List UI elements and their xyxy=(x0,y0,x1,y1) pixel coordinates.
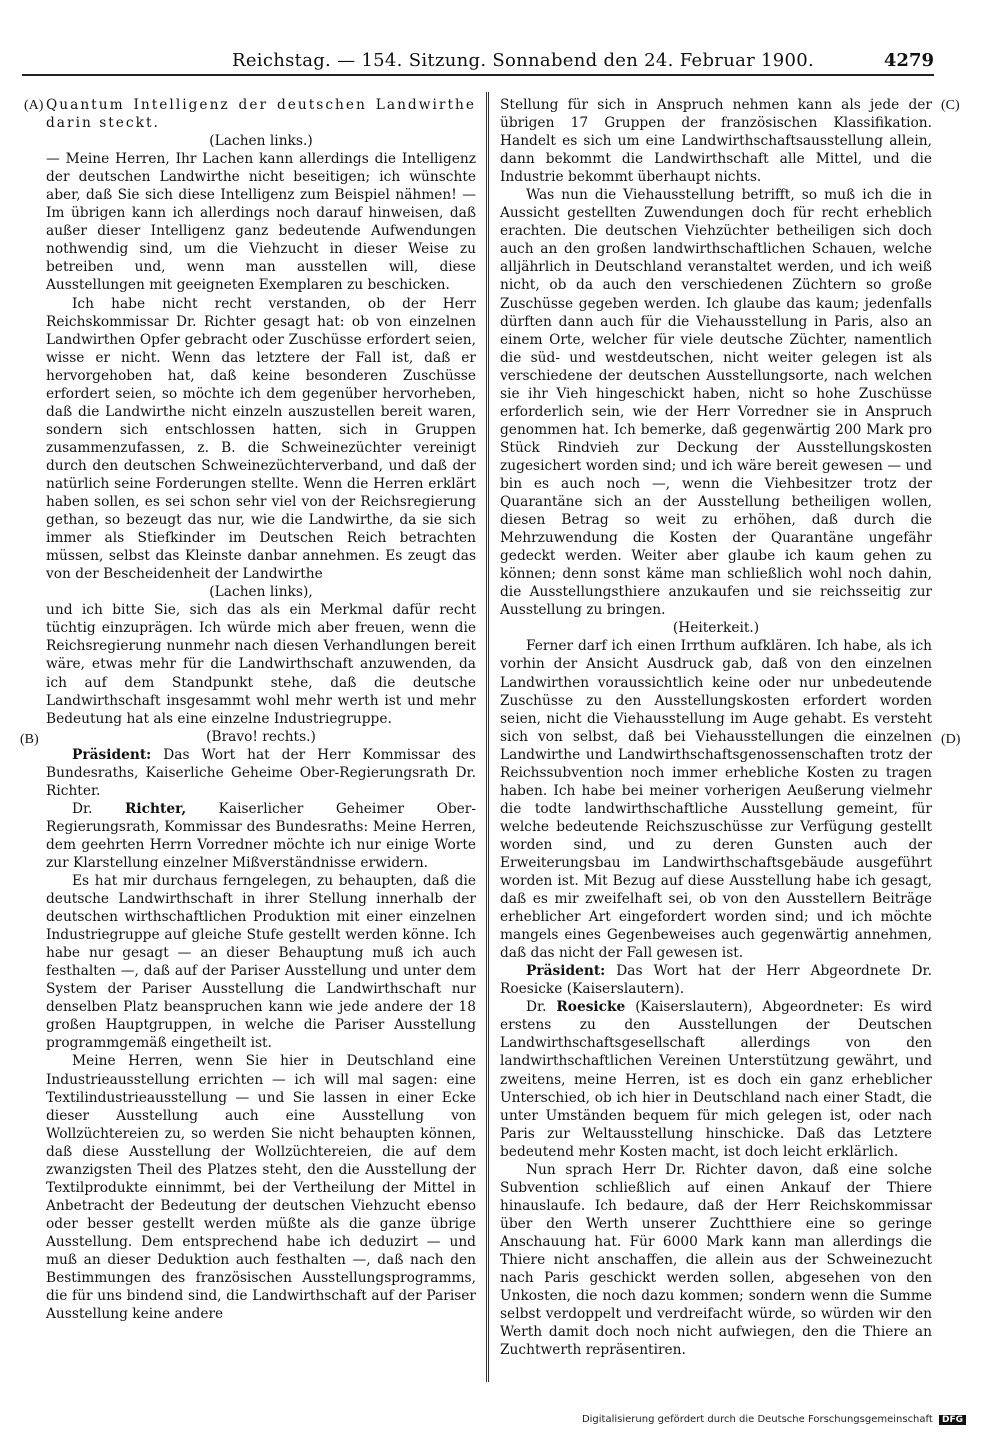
dfg-logo: DFG xyxy=(939,1415,966,1425)
speech-text: Das Wort hat der Herr Abgeordnete Dr. Roesicke (Kaiserslautern). xyxy=(500,963,932,998)
speaker-name: Richter, xyxy=(124,800,187,817)
margin-marker-a: (A) xyxy=(24,98,44,113)
speech-text: (Kaiserslautern), Abgeordneter: Es wird erstens zu den Ausstellungen der Deutschen Landwirthschaftsgesellschaft allerdings von den landwirthschaftlichen Vereinen Unterstützung gewährt, und zweitens, meine Herren, ist es doch ein ganz erheblicher Unterschied, ob ich hier in Deutschland nach einer Stadt, die unter Umständen bequem für mich gelegen ist, oder nach Paris zur Weltausstellung hinschicke. Daß das Letztere bedeutend mehr Kosten macht, ist doch leicht erklärlich. xyxy=(500,999,932,1160)
right-column xyxy=(500,96,932,1359)
paragraph xyxy=(46,746,476,800)
column-divider xyxy=(486,92,489,1382)
speaker-title: Dr. xyxy=(526,999,557,1016)
header-rule xyxy=(22,74,934,76)
interjection: (Lachen links), xyxy=(209,584,313,601)
paragraph: Nun sprach Herr Dr. Richter davon, daß eine solche Subvention schließlich auf einen Ankauf der Thiere hinauslaufe. Ich bedaure, daß der Herr Reichskommissar über den Werth unserer Zuchtthiere eine so geringe Anschauung hat. Für 6000 Mark kann man allerdings die Thiere nicht anschaffen, die allein aus der Schweinezucht nach Paris geschickt werden sollen, abgesehen von den Unkosten, die noch dazu kommen; sondern wenn die Summe selbst verdoppelt und verdreifacht würde, so würden wir den Werth damit doch noch nicht aufwiegen, den die Thiere an Zuchtwerth repräsentiren. xyxy=(500,1161,932,1359)
margin-marker-b: (B) xyxy=(20,732,39,747)
page-header xyxy=(22,46,934,76)
margin-marker-c: (C) xyxy=(941,98,960,113)
paragraph: — Meine Herren, Ihr Lachen kann allerdings die Intelligenz der deutschen Landwirthe nicht beseitigen; ich wünschte aber, daß Sie sich diese Intelligenz zum Beispiel nähmen! — Im übrigen kann ich allerdings noch darauf hinweisen, daß außer dieser Intelligenz ganz bedeutende Aufwendungen nothwendig sind, um die Viehzucht in dieser Weise zu betreiben und, wenn man ausstellen will, diese Ausstellungen mit geeigneten Exemplaren zu beschicken. xyxy=(46,151,476,294)
paragraph xyxy=(500,962,932,998)
speech-text: Das Wort hat der Herr Kommissar des Bundesraths, Kaiserliche Geheime Ober-Regierungsrath Dr. Richter. xyxy=(46,746,476,799)
interjection: (Lachen links.) xyxy=(209,133,313,150)
speaker-name: Roesicke xyxy=(556,999,626,1016)
paragraph xyxy=(500,998,932,1160)
paragraph: Quantum Intelligenz der deutschen Landwirthe darin steckt. xyxy=(46,97,476,132)
paragraph: Ich habe nicht recht verstanden, ob der Herr Reichskommissar Dr. Richter gesagt hat: ob von einzelnen Landwirthen Opfer gebracht oder Zuschüsse erfordert seien, wisse er nicht. Wenn das letztere der Fall ist, daß er hervorgehoben hat, daß keine besonderen Zuschüsse erfordert seien, so möchte ich dem gegenüber hervorheben, daß die Landwirthe nicht einzeln auszustellen bereit waren, sondern sich entschlossen hatten, sich in Gruppen zusammenzufassen, z. B. die Schweinezüchter vereinigt durch den deutschen Schweinezüchterverband, und daß der natürlich seine Forderungen stellte. Wenn die Herren erklärt haben sollen, es sei schon sehr viel von der Reichsregierung gethan, so bezeugt das nur, wie die Landwirthe, da sie sich immer als Stiefkinder im Deutschen Reich betrachten müssen, selbst das Kleinste danbar annehmen. Es zeugt das von der Bescheidenheit der Landwirthe xyxy=(46,295,476,583)
speech-text: Kaiserlicher Geheimer Ober-Regierungsrath, Kommissar des Bundesraths: Meine Herren, dem geehrten Herrn Vorredner möchte ich nur einige Worte zur Klarstellung einzelner Mißverständnisse erwidern. xyxy=(46,800,477,871)
footer-text: Digitalisierung gefördert durch die Deutsche Forschungsgemeinschaft xyxy=(581,1414,933,1425)
paragraph: und ich bitte Sie, sich das als ein Merkmal dafür recht tüchtig einzuprägen. Ich würde mich aber freuen, wenn die Reichsregierung nunmehr nach diesen Verhandlungen bereit wäre, etwas mehr für die Landwirthschaft anzuwenden, da ich auf dem Standpunkt stehe, daß die deutsche Landwirthschaft insgesammt wohl mehr werth ist und mehr Bedeutung hat als eine einzelne Industriegruppe. xyxy=(46,602,476,727)
footer-credit xyxy=(582,1414,966,1425)
interjection: (Heiterkeit.) xyxy=(672,620,760,637)
speaker-name: Präsident: xyxy=(526,963,606,980)
running-title: Reichstag. — 154. Sitzung. Sonnabend den 24. Februar 1900. xyxy=(232,50,815,71)
paragraph: Es hat mir durchaus ferngelegen, zu behaupten, daß die deutsche Landwirthschaft in ihrer Stellung innerhalb der deutschen wirthschaftlichen Produktion mit einer einzelnen Industriegruppe auf gleiche Stufe gestellt werden könne. Ich habe nur gesagt — an dieser Behauptung muß ich auch festhalten —, daß auf der Pariser Ausstellung und unter dem System der Pariser Ausstellung die Landwirthschaft nur denselben Platz beanspruchen kann wie jede andere der 18 großen Hauptgruppen, in welche die Pariser Ausstellung programmgemäß eingetheilt ist. xyxy=(46,873,476,1052)
paragraph: Was nun die Viehausstellung betrifft, so muß ich die in Aussicht gestellten Zuwendungen doch für recht erheblich erachten. Die deutschen Viehzüchter betheiligen sich doch auch an den großen landwirthschaftlichen Schauen, welche alljährlich in Deutschland veranstaltet werden, und ich weiß nicht, ob da auch den verschiedenen Züchtern so große Zuschüsse gegeben werden. Ich glaube das kaum; jedenfalls dürften dann auch für die Viehausstellung in Paris, also an einem Orte, welcher für viele deutsche Züchter, namentlich die süd- und westdeutschen, nicht weiter gelegen ist als verschiedene der deutschen Ausstellungsorte, nach welchen sie ihr Vieh hingeschickt haben, nicht so hohe Zuschüsse erforderlich sein, wie der Herr Vorredner sie in Anspruch genommen hat. Ich bemerke, daß gegenwärtig 200 Mark pro Stück Rindvieh zur Deckung der Ausstellungskosten zugesichert worden sind; und ich wäre bereit gewesen — und bin es auch noch —, wenn die Viehbesitzer trotz der Quarantäne sich an der Ausstellung betheiligen wollen, diesen Betrag so weit zu erhöhen, daß durch die Mehrzuwendung die Kosten der Quarantäne ungefähr gedeckt werden. Weiter aber glaube ich kaum gehen zu können; denn sonst käme man schließlich wohl noch dahin, die Ausstellungsthiere anzukaufen und sie reichsseitig zur Ausstellung zu bringen. xyxy=(500,187,932,619)
paragraph: Ferner darf ich einen Irrthum aufklären. Ich habe, als ich vorhin der Ansicht Ausdruck gab, daß von den einzelnen Landwirthen voraussichtlich keine oder nur unbedeutende Zuschüsse zu den Ausstellungskosten erfordert worden seien, nicht die Viehausstellung im Auge gehabt. Es versteht sich von selbst, daß bei Viehausstellungen die einzelnen Landwirthe und Landwirthschaftsgenossenschaften trotz der Reichssubvention noch immer erhebliche Kosten zu tragen haben. Ich habe bei meiner vorherigen Aeußerung vielmehr die todte landwirthschaftliche Ausstellung gemeint, für welche bedeutende Reichszuschüsse zur Verfügung gestellt worden sind, und zu deren Gunsten auch der Erweiterungsbau im Landwirthschaftsgebäude ausgeführt worden ist. Mit Bezug auf diese Ausstellung habe ich gesagt, daß es mir zweifelhaft sei, ob von den Ausstellern Beiträge erheblicher Art eingefordert worden sind; und ich möchte mangels eines Gegenbeweises auch gegenwärtig annehmen, daß das nicht der Fall gewesen ist. xyxy=(500,638,932,962)
speaker-title: Dr. xyxy=(72,800,125,817)
paragraph: Meine Herren, wenn Sie hier in Deutschland eine Industrieausstellung errichten — ich will mal sagen: eine Textilindustrieausstellung — und Sie lassen in einer Ecke dieser Ausstellung auch eine Ausstellung von Wollzüchtereien zu, so werden Sie nicht behaupten können, daß diese Ausstellung der Wollzüchtereien, die auf dem zwanzigsten Theil des Platzes steht, den die Ausstellung der Textilprodukte einnimmt, bei der Vertheilung der Mittel in Anbetracht der Bedeutung der deutschen Viehzucht ebenso oder besser gestellt werden müßte als die ganze übrige Ausstellung. Dem entsprechend habe ich deduzirt — und muß an dieser Deduktion auch festhalten —, daß nach den Bestimmungen des französischen Ausstellungsprogramms, die für uns bindend sind, die Landwirthschaft auf der Pariser Ausstellung keine andere xyxy=(46,1053,476,1323)
left-column xyxy=(46,96,476,1323)
margin-marker-d: (D) xyxy=(941,732,961,747)
page-number: 4279 xyxy=(883,50,934,71)
speaker-name: Präsident: xyxy=(72,746,152,763)
paragraph xyxy=(46,800,476,872)
paragraph: Stellung für sich in Anspruch nehmen kann als jede der übrigen 17 Gruppen der französischen Klassifikation. Handelt es sich um eine Landwirthschaftsausstellung allein, dann bekommt die Landwirthschaft alle Mittel, und die Industrie bekommt überhaupt nichts. xyxy=(500,97,932,186)
interjection: (Bravo! rechts.) xyxy=(206,728,316,745)
